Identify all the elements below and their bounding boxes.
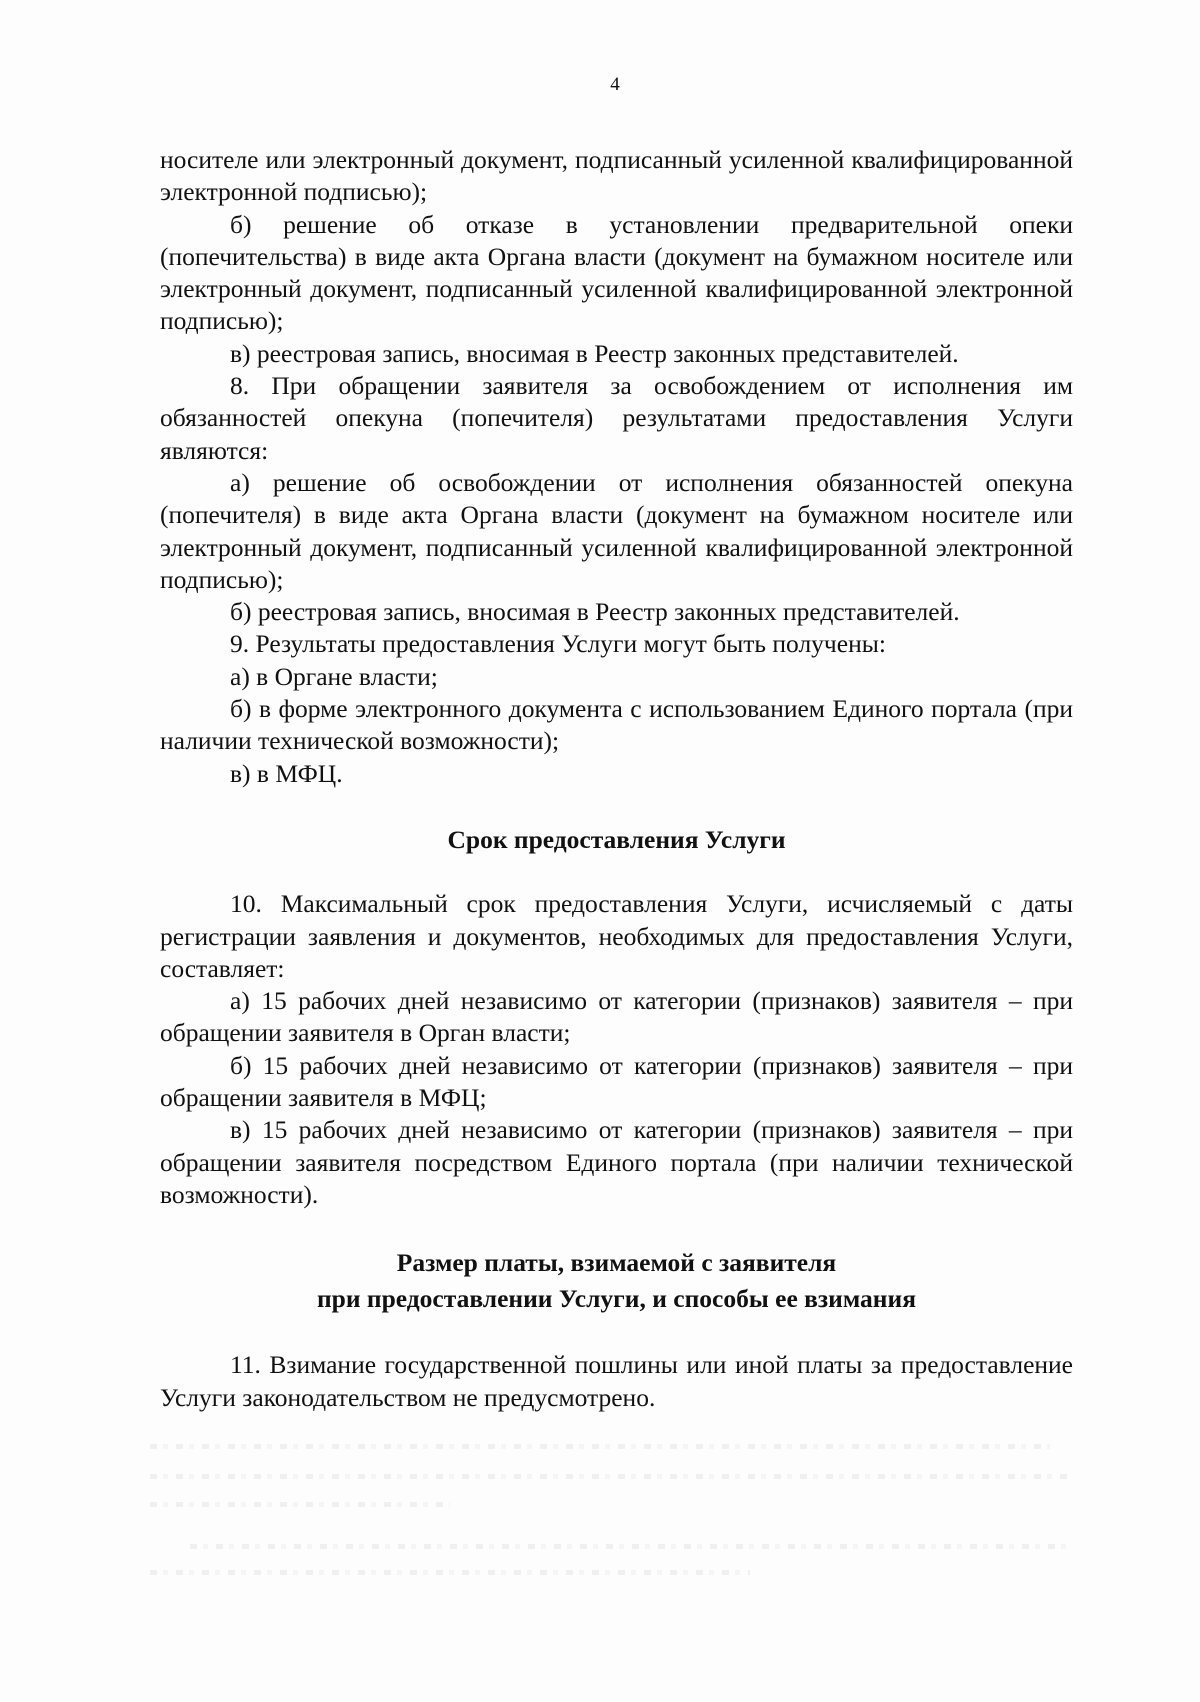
paragraph-10a: а) 15 рабочих дней независимо от категории (признаков) заявителя – при обращении заявителя в Орган власти;: [160, 986, 1073, 1048]
paragraph-8a: а) решение об освобождении от исполнения обязанностей опекуна (попечителя) в виде акта Органа власти (документ на бумажном носителе или электронный документ, подписанный усиленной квалифицированной электронной подписью);: [160, 467, 1073, 594]
scan-artifacts: [150, 1440, 1090, 1590]
paragraph-11: 11. Взимание государственной пошлины или иной платы за предоставление Услуги законодательством не предусмотрено.: [160, 1350, 1073, 1412]
section-heading-fee-line2: при предоставлении Услуги, и способы ее взимания: [316, 1284, 916, 1314]
paragraph-9: 9. Результаты предоставления Услуги могут быть получены:: [230, 629, 886, 659]
scan-noise-line: [150, 1474, 1070, 1479]
scan-noise-line: [150, 1502, 450, 1507]
paragraph-9v: в) в МФЦ.: [230, 758, 343, 788]
paragraph-10: 10. Максимальный срок предоставления Услуги, исчисляемый с даты регистрации заявления и документов, необходимых для предоставления Услуги, составляет:: [160, 889, 1073, 983]
paragraph-10b: б) 15 рабочих дней независимо от категории (признаков) заявителя – при обращении заявителя в МФЦ;: [160, 1050, 1073, 1113]
paragraph-9b: б) в форме электронного документа с использованием Единого портала (при наличии технической возможности);: [160, 694, 1073, 756]
paragraph-8b: б) реестровая запись, вносимая в Реестр законных представителей.: [230, 597, 960, 627]
paragraph-continuation: носителе или электронный документ, подписанный усиленной квалифицированной электронной подписью);: [160, 145, 1073, 207]
section-heading-fee-line1: Размер платы, взимаемой с заявителя: [396, 1248, 837, 1278]
paragraph-7v: в) реестровая запись, вносимая в Реестр законных представителей.: [230, 338, 959, 368]
paragraph-10v: в) 15 рабочих дней независимо от категории (признаков) заявителя – при обращении заявителя посредством Единого портала (при наличии технической возможности).: [160, 1115, 1073, 1209]
document-body: [160, 144, 1073, 1414]
scan-noise-line: [150, 1444, 1050, 1449]
page-number: 4: [610, 74, 620, 95]
paragraph-8: 8. При обращении заявителя за освобождением от исполнения им обязанностей опекуна (попечителя) результатами предоставления Услуги являются:: [160, 371, 1073, 465]
paragraph-9a: а) в Органе власти;: [230, 661, 438, 691]
paragraph-7b: б) решение об отказе в установлении предварительной опеки (попечительства) в виде акта Органа власти (документ на бумажном носителе или электронный документ, подписанный усиленной квалифицированной электронной подписью);: [160, 209, 1073, 336]
scan-noise-line: [150, 1570, 750, 1575]
scan-noise-line: [190, 1544, 1070, 1549]
section-heading-fee: [160, 1245, 1073, 1317]
section-heading-term: Срок предоставления Услуги: [447, 824, 786, 854]
